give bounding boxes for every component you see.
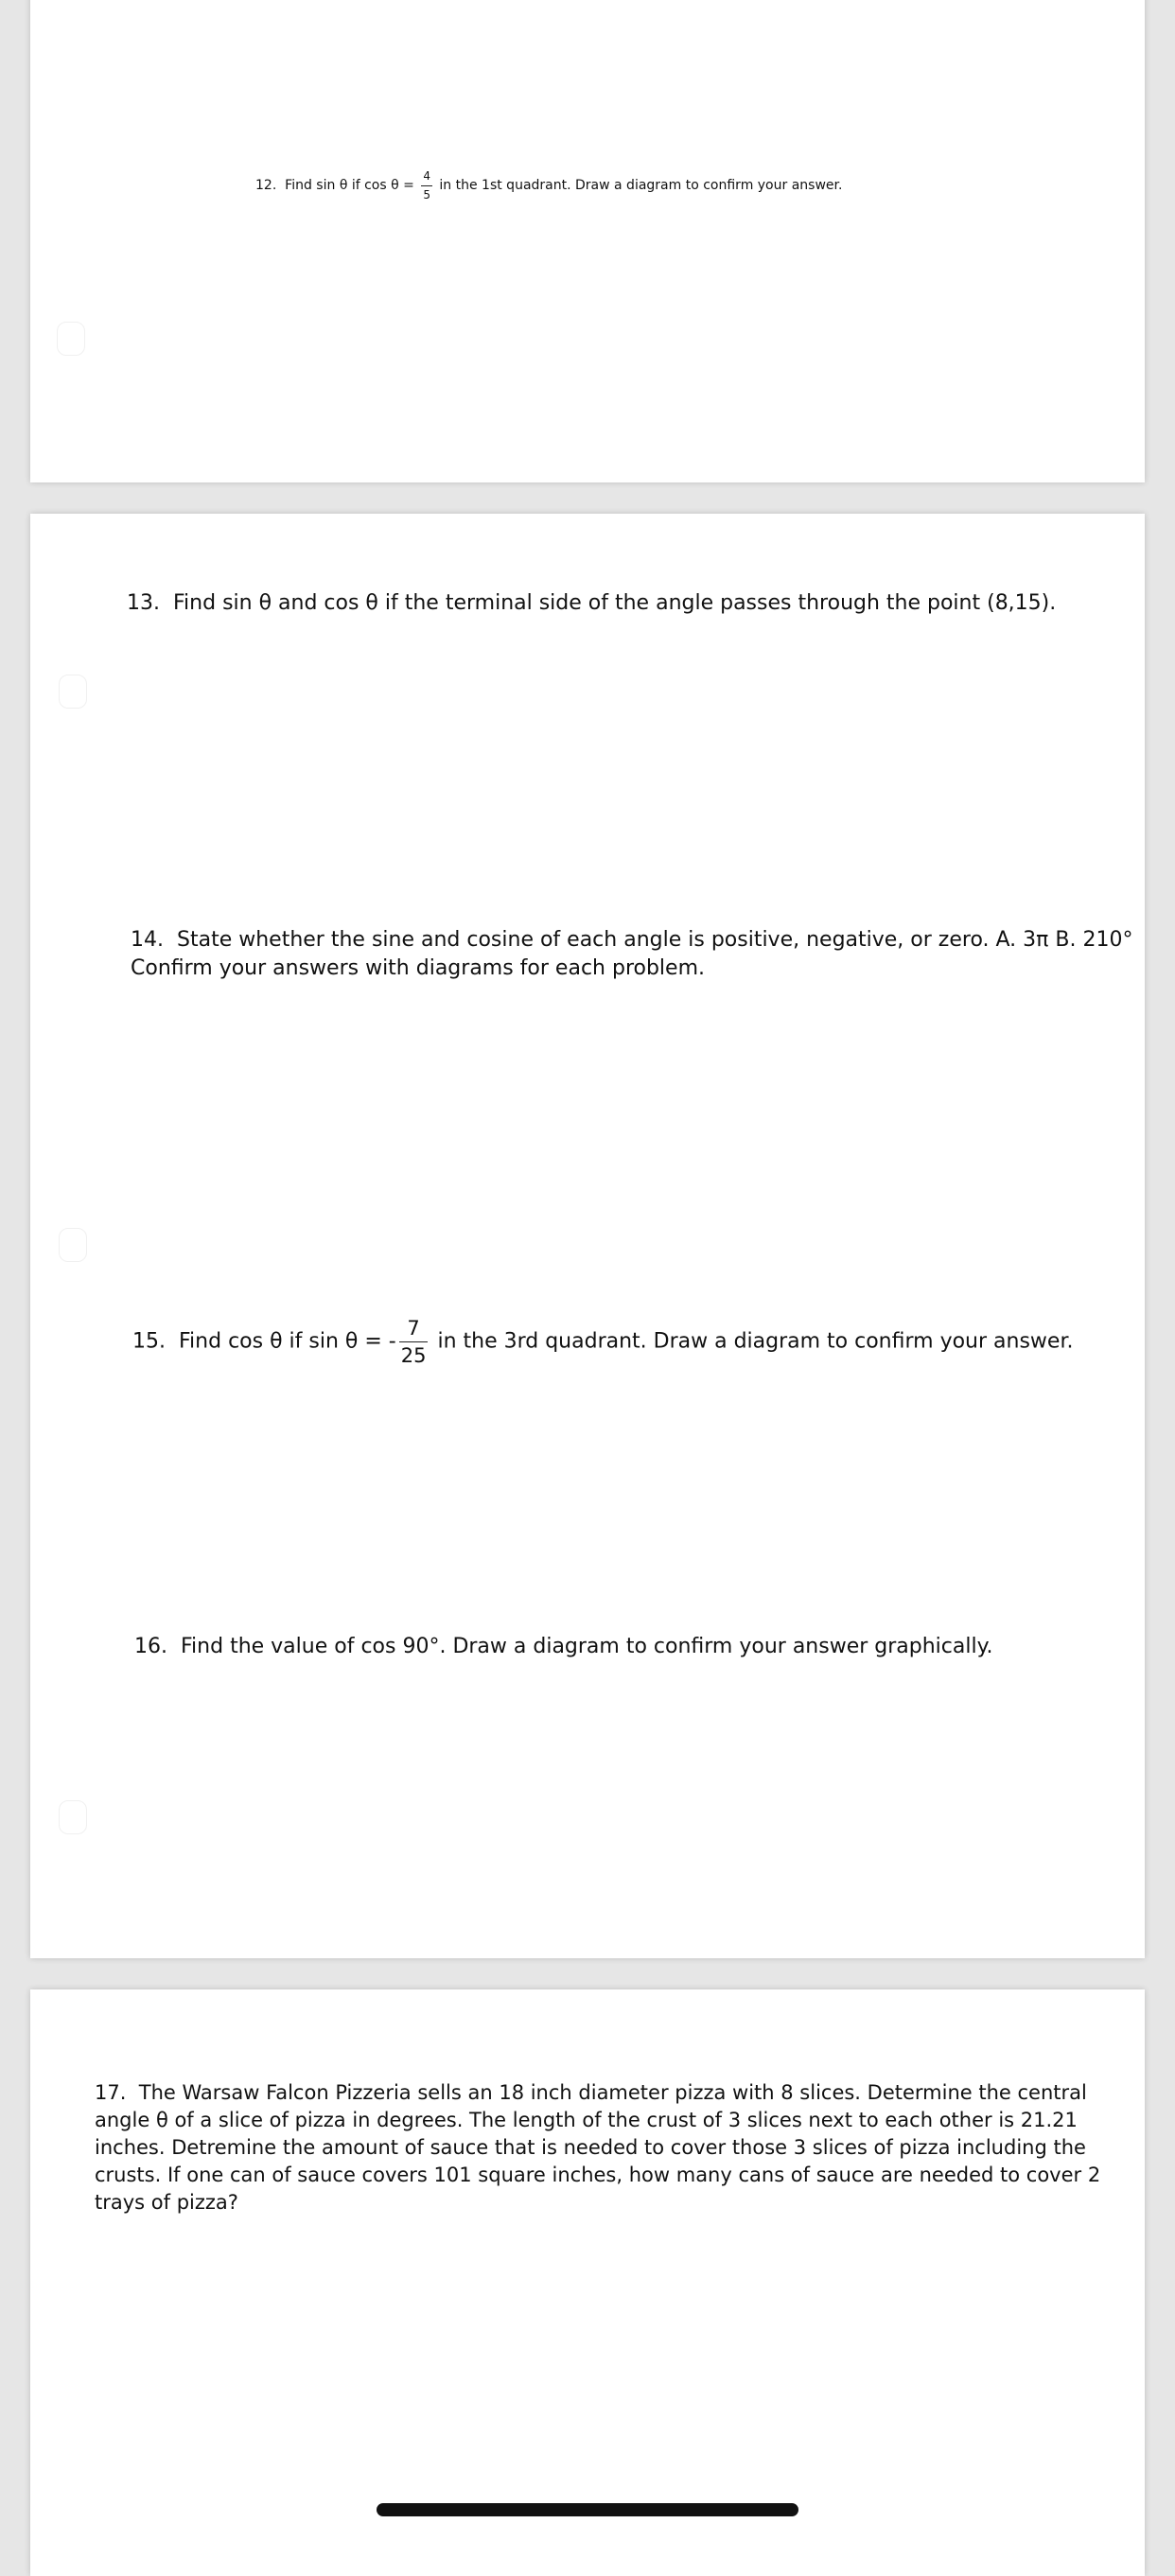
fraction-numerator: 4 [421,170,432,186]
problem-16-text: Find the value of cos 90°. Draw a diagram to confirm your answer graphically. [181,1635,993,1658]
problem-15-text-after: in the 3rd quadrant. Draw a diagram to confirm your answer. [437,1329,1074,1354]
faint-margin-mark [59,1800,87,1834]
faint-margin-mark [59,675,87,709]
problem-14-line-1 [131,926,1133,955]
problem-17 [95,2079,1116,2217]
problem-16-number: 16. [134,1635,167,1658]
problem-17-text: The Warsaw Falcon Pizzeria sells an 18 inch diameter pizza with 8 slices. Determine the central angle θ of a slice of pizza in degrees. The length of the crust of 3 slices next to each other is 21.21 inches. Detremine the amount of sauce that is needed to cover those 3 slices of pizza including the crusts. If one can of sauce covers 101 square inches, how many cans of sauce are needed to cover 2 trays of pizza? [95,2081,1101,2214]
faint-margin-mark [59,1228,87,1262]
fraction-4-5 [421,170,432,201]
problem-14 [131,926,1133,983]
problem-12 [255,170,842,201]
home-indicator[interactable] [377,2503,798,2516]
problem-13 [127,591,1056,616]
fraction-7-25 [399,1318,429,1366]
fraction-denominator: 25 [400,1344,427,1368]
problem-16 [134,1635,992,1659]
fraction-denominator: 5 [423,187,430,202]
problem-12-text-after: in the 1st quadrant. Draw a diagram to confirm your answer. [439,178,843,194]
fraction-numerator: 7 [399,1318,429,1342]
problem-14-text: State whether the sine and cosine of each angle is positive, negative, or zero. A. 3π B. 210° [177,928,1133,952]
faint-margin-mark [57,322,85,356]
worksheet-page-1 [30,0,1145,482]
problem-14-line-2: Confirm your answers with diagrams for each problem. [131,956,705,980]
problem-15 [132,1318,1073,1366]
worksheet-page-2 [30,514,1145,1958]
problem-12-text-before: Find sin θ if cos θ = [285,178,414,194]
problem-13-number: 13. [127,591,160,615]
problem-13-text: Find sin θ and cos θ if the terminal side of the angle passes through the point (8,15). [173,591,1057,615]
problem-15-number: 15. [132,1329,166,1354]
problem-17-number: 17. [95,2081,127,2104]
worksheet-page-3 [30,1989,1145,2576]
problem-12-number: 12. [255,178,277,194]
problem-14-number: 14. [131,928,164,952]
problem-15-text-before: Find cos θ if sin θ = - [179,1329,396,1354]
